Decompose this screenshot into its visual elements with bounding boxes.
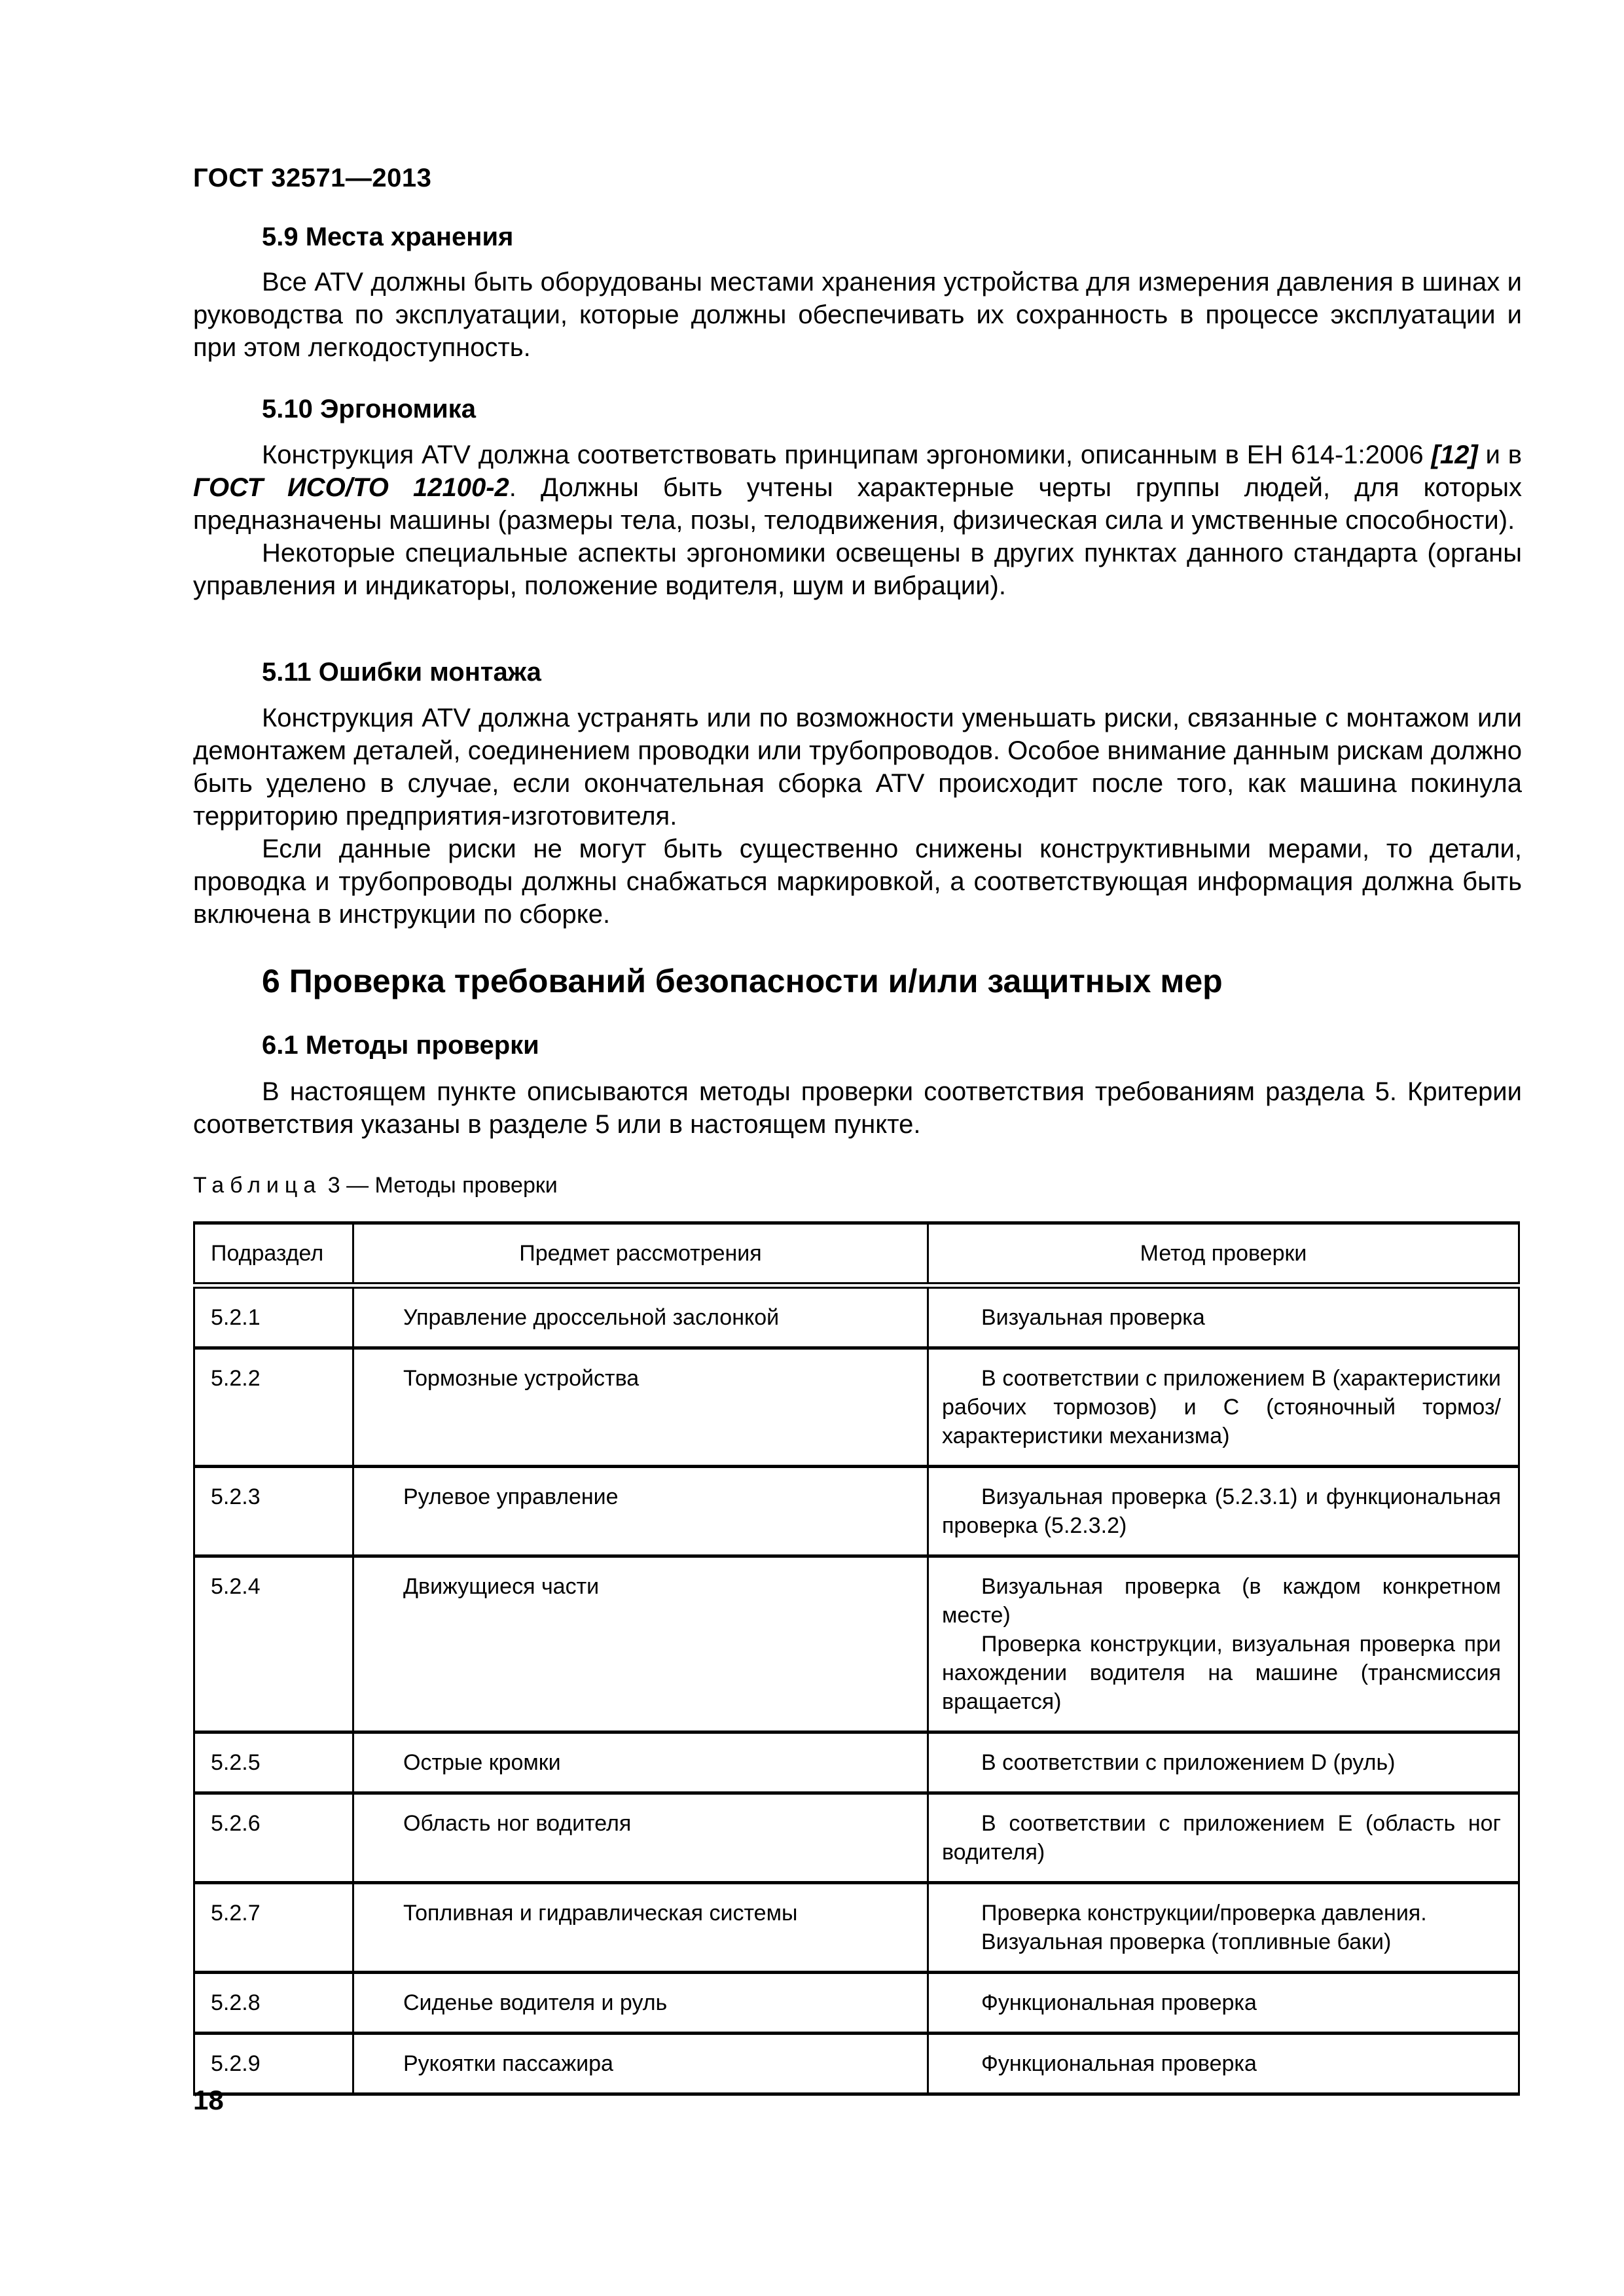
method-text: В соответствии с приложением D (руль) — [981, 1750, 1396, 1775]
section-5-11-body — [193, 702, 1522, 931]
table-row — [194, 2034, 1519, 2094]
cell-subject: Рулевое управление — [353, 1467, 928, 1556]
cell-subject: Тормозные устройства — [353, 1348, 928, 1467]
document-code-header: ГОСТ 32571—2013 — [193, 164, 432, 192]
cell-method — [928, 1556, 1519, 1732]
method-text: Визуальная проверка (в каждом конкретном месте) — [942, 1574, 1501, 1628]
paragraph: В настоящем пункте описываются методы проверки соответствия требованиям раздела 5. Критерии соответствия указаны в разделе 5 или в настоящем пункте. — [193, 1077, 1522, 1139]
cell-method — [928, 1732, 1519, 1793]
section-5-10-title: 5.10 Эргономика — [262, 395, 476, 423]
table-row — [194, 1348, 1519, 1467]
table-row — [194, 1732, 1519, 1793]
section-5-9-body — [193, 266, 1522, 364]
cell-method — [928, 1467, 1519, 1556]
cell-method — [928, 1883, 1519, 1973]
method-text: Функциональная проверка — [981, 1990, 1257, 2015]
paragraph: Если данные риски не могут быть существенно снижены конструктивными мерами, то детали, проводка и трубопроводы должны снабжаться маркировкой, а соответствующая информация должна быть включена в инструкции по сборке. — [193, 834, 1522, 929]
cell-subsection: 5.2.5 — [194, 1732, 353, 1793]
cell-subject: Острые кромки — [353, 1732, 928, 1793]
paragraph: Конструкция ATV должна устранять или по возможности уменьшать риски, связанные с монтажом или демонтажем деталей, соединением проводки или трубопроводов. Особое внимание данным рискам должно быть уделено в случае, если окончательная сборка ATV происходит после того, как машина покинула территорию предприятия-изготовителя. — [193, 704, 1522, 831]
cell-method — [928, 2034, 1519, 2094]
cell-subject: Сиденье водителя и руль — [353, 1973, 928, 2034]
verification-methods-table — [193, 1221, 1520, 2096]
cell-subject: Рукоятки пассажира — [353, 2034, 928, 2094]
cell-subject: Управление дроссельной заслонкой — [353, 1285, 928, 1348]
page-number: 18 — [193, 2085, 224, 2115]
cell-subsection: 5.2.9 — [194, 2034, 353, 2094]
text-run: Конструкция ATV должна соответствовать принципам эргономики, описанным в ЕН 614-1:2006 — [262, 440, 1432, 469]
method-text: В соответствии с приложением В (характеристики рабочих тормозов) и С (стояночный тормоз/характеристики механизма) — [942, 1366, 1501, 1448]
cell-method — [928, 1793, 1519, 1883]
cell-subject: Область ног водителя — [353, 1793, 928, 1883]
cell-subsection: 5.2.1 — [194, 1285, 353, 1348]
cell-subsection: 5.2.4 — [194, 1556, 353, 1732]
method-text: Проверка конструкции, визуальная проверка при нахождении водителя на машине (трансмиссия вращается) — [942, 1632, 1501, 1714]
method-text: Визуальная проверка — [981, 1305, 1205, 1330]
column-header-subject: Предмет рассмотрения — [353, 1223, 928, 1286]
table-row — [194, 1793, 1519, 1883]
table-row — [194, 1973, 1519, 2034]
section-5-9-title: 5.9 Места хранения — [262, 223, 514, 251]
cell-method — [928, 1973, 1519, 2034]
method-text: Визуальная проверка (топливные баки) — [981, 1929, 1392, 1954]
table-row — [194, 1556, 1519, 1732]
method-text: Функциональная проверка — [981, 2051, 1257, 2076]
paragraph — [193, 439, 1522, 537]
cell-subsection: 5.2.2 — [194, 1348, 353, 1467]
text-run: . Должны быть учтены характерные черты группы людей, для которых предназначены машины (размеры тела, позы, телодвижения, физическая сила и умственные способности). — [193, 473, 1522, 535]
paragraph: Некоторые специальные аспекты эргономики освещены в других пунктах данного стандарта (органы управления и индикаторы, положение водителя, шум и вибрации). — [193, 539, 1522, 600]
method-text: В соответствии с приложением Е (область ног водителя) — [942, 1811, 1501, 1865]
table-header-row — [194, 1223, 1519, 1286]
column-header-subsection: Подраздел — [194, 1223, 353, 1286]
cell-method — [928, 1285, 1519, 1348]
cell-subsection: 5.2.7 — [194, 1883, 353, 1973]
table-caption-title: 3 — Методы проверки — [321, 1173, 558, 1198]
cell-subsection: 5.2.8 — [194, 1973, 353, 2034]
section-6-1-body — [193, 1075, 1522, 1141]
table-row — [194, 1285, 1519, 1348]
cell-subsection: 5.2.3 — [194, 1467, 353, 1556]
bibliography-reference: [12] — [1431, 440, 1478, 469]
paragraph: Все ATV должны быть оборудованы местами хранения устройства для измерения давления в шинах и руководства по эксплуатации, которые должны обеспечивать их сохранность в процессе эксплуатации и при этом легкодоступность. — [193, 268, 1522, 362]
section-5-11-title: 5.11 Ошибки монтажа — [262, 658, 541, 687]
section-6-title: 6 Проверка требований безопасности и/или защитных мер — [262, 963, 1223, 999]
section-6-1-title: 6.1 Методы проверки — [262, 1031, 539, 1060]
text-run: и в — [1477, 440, 1522, 469]
table-row — [194, 1467, 1519, 1556]
method-text: Визуальная проверка (5.2.3.1) и функциональная проверка (5.2.3.2) — [942, 1484, 1501, 1538]
cell-method — [928, 1348, 1519, 1467]
table-row — [194, 1883, 1519, 1973]
cell-subsection: 5.2.6 — [194, 1793, 353, 1883]
table-caption-label: Таблица — [193, 1173, 322, 1198]
section-5-10-body — [193, 439, 1522, 602]
standard-reference: ГОСТ ИСО/ТО 12100-2 — [193, 473, 509, 502]
method-text: Проверка конструкции/проверка давления. — [981, 1901, 1427, 1926]
column-header-method: Метод проверки — [928, 1223, 1519, 1286]
cell-subject: Топливная и гидравлическая системы — [353, 1883, 928, 1973]
cell-subject: Движущиеся части — [353, 1556, 928, 1732]
table-caption — [193, 1173, 558, 1198]
